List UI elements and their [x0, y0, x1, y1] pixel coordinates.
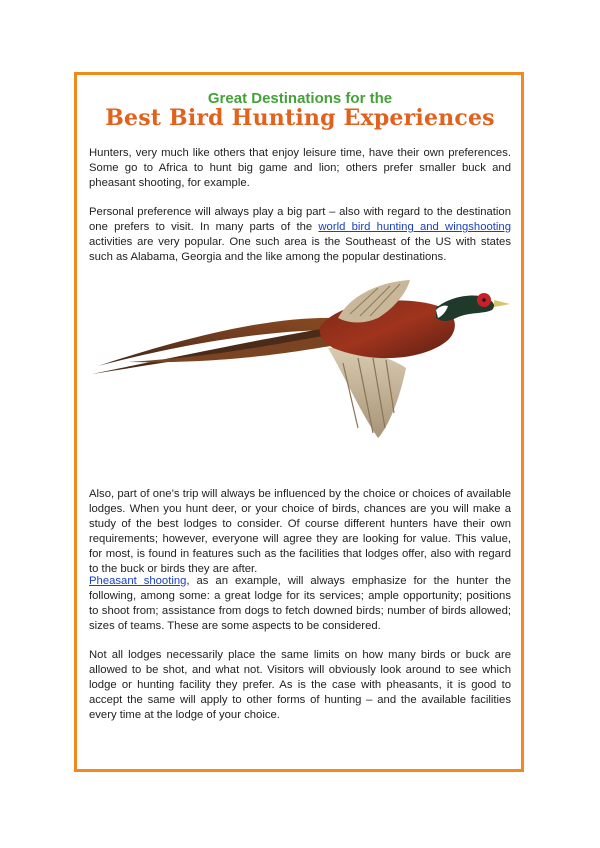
paragraph-limits: Not all lodges necessarily place the same limits on how many birds or buck are allowed to be shot, and what not. Visitors will obviously look around to see which lodge or hunting facility they prefer. As is the case with pheasants, it is good to accept the same will apply to other forms of hunting – and the available facilities every time at the lodge of your choice. [89, 649, 511, 721]
paragraph-text: Personal preference will always play a big part – also with regard to the destination one prefers to visit. In many parts of the [89, 206, 511, 233]
paragraph-lodges: Also, part of one’s trip will always be influenced by the choice or choices of available lodges. When you hunt deer, or your choice of birds, chances are you will make a study of the best lodges to consider. Of course different hunters have their own requirements; however, everyone will agree they are looking for value. This value, for most, is found in features such as the facilities that lodges offer, also with regard to the buck or birds they are after. [89, 488, 511, 575]
page-subtitle: Great Destinations for the [207, 90, 393, 107]
paragraph-destinations [89, 205, 511, 265]
page-title: Best Bird Hunting Experiences [105, 105, 495, 131]
paragraph-pheasant-shooting [89, 574, 511, 634]
paragraph-text: , as an example, will always emphasize for the hunter the following, among some: a great lodge for its services; ample opportunity; positions to shoot from; assistance from dogs to fetch downed birds; number of birds allowed; sizes of teams. These are some aspects to be considered. [89, 575, 511, 632]
paragraph-text: activities are very popular. One such area is the Southeast of the US with states such as Alabama, Georgia and the like among the popular destinations. [89, 236, 511, 263]
paragraph-intro: Hunters, very much like others that enjoy leisure time, have their own preferences. Some go to Africa to hunt big game and lion; others prefer smaller buck and pheasant shooting, for example. [89, 147, 511, 189]
world-bird-hunting-link[interactable]: world bird hunting and wingshooting [318, 221, 511, 233]
pheasant-shooting-link[interactable]: Pheasant shooting [89, 575, 187, 587]
pheasant-image [88, 278, 514, 448]
